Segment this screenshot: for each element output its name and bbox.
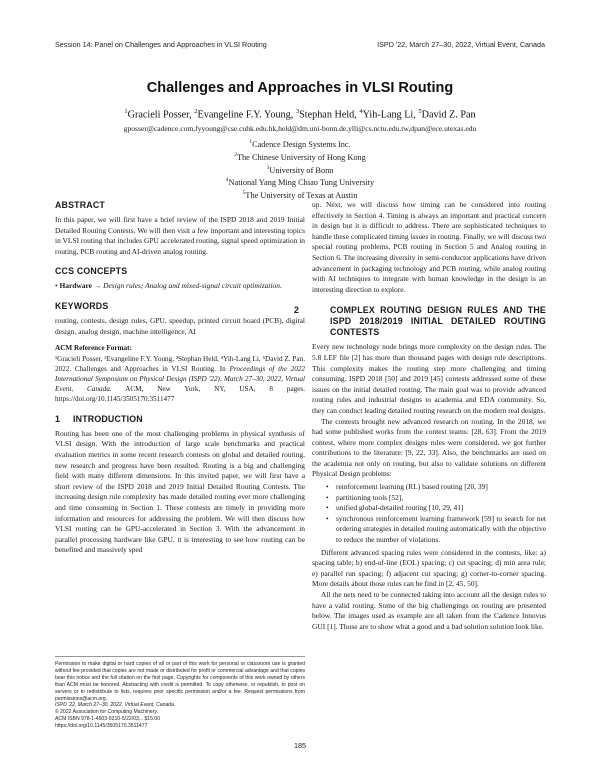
ccs-bullet: • — [55, 281, 58, 291]
ccs-arrow: → — [93, 281, 102, 291]
affiliation-5-name: The University of Texas at Austin — [245, 190, 358, 200]
ccs-heading: CCS CONCEPTS — [55, 266, 128, 277]
permission-isbn: ACM ISBN 978-1-4503-9210-5/22/03... $15.00 — [55, 716, 161, 723]
footnote-divider — [55, 656, 305, 657]
keywords-text: routing, contests, design rules, GPU, speedup, printed circuit board (PCB), digital design, analog design, machine intelligence, AI — [55, 315, 305, 336]
affiliation-5 — [0, 188, 600, 201]
affiliation-3-name: University of Bonn — [269, 165, 334, 175]
affiliation-2-name: The Chinese University of Hong Kong — [236, 152, 366, 162]
section-2-para-2: The contests brought new advanced research on routing. In the 2018, we had some published works from the contest teams: [28, 63]. From the 2019 contest, where more complex designs rules were considered, we got further contributions to the literature: [9, 22, 33]. Also, the benchmarks are used on the academia not only on routing, but also to validate solutions on different Physical Design problems: — [312, 416, 546, 479]
affiliations — [0, 137, 600, 201]
ccs-bold: Hardware — [59, 281, 92, 291]
affiliation-2 — [0, 150, 600, 163]
author-emails: gposser@cadence.com,fyyoung@cse.cuhk.edu.hk,held@dm.uni-bonn.de,ylli@cs.nctu.edu.tw,dpan@ece.utexas.edu — [123, 124, 477, 133]
paper-title: Challenges and Approaches in VLSI Routing — [146, 80, 454, 96]
affiliation-3-mark: 3 — [266, 164, 270, 171]
author-4-mark: 4 — [359, 108, 363, 115]
section-1-heading — [55, 414, 305, 425]
running-head-left: Session 14: Panel on Challenges and Approaches in VLSI Routing — [55, 40, 267, 49]
left-column — [55, 200, 305, 556]
section-1-number: 1 — [55, 413, 61, 424]
list-item: • synchronous reinforcement learning framework [59] to search for net ordering strategies in detailed routing automatically with the objective to reduce the number of violations. — [328, 514, 546, 546]
ccs-italic: Design rules; Analog and mixed-signal circuit optimization. — [103, 281, 282, 291]
section-1-text: Routing has been one of the most challenging problems in physical synthesis of VLSI design. With the introduction of large scale benchmarks and practical evaluation metrics in some recent research contests on global and detailed routing, new research and progress have been resulted. Routing is a big and challenging field with many different dimensions. In this invited paper, we will first have a short review of the ISPD 2018 and 2019 Initial Detailed Routing Contests. The increasing design rule complexity has made detailed routing ever more challenging and time consuming in Section 1. These contests are timely in providing more information and resources for addressing the problem. We will then discuss how VLSI routing can be GPU-accelerated in Section 3. With the advancement in parallel processing hardware like GPU, it is interesting to see how routing can be benefited and massively sped — [55, 428, 305, 555]
affiliation-1-mark: 1 — [249, 139, 253, 145]
list-item: • partitioning tools [52], — [328, 493, 546, 504]
running-head — [55, 40, 545, 49]
affiliation-5-mark: 5 — [242, 190, 246, 197]
reference-format-line2: ACM, New York, NY, USA, 8 pages. https://doi.org/10.1145/3505170.3511477 — [55, 384, 306, 403]
author-2: Evangeline F.Y. Young — [197, 109, 291, 121]
section-2-bullet-list — [312, 482, 546, 546]
author-list: $^1$Gracieli Posser, $^2$Evangeline F.Y. Young, $^3$Stephan Held, $^4$Yih-Lang Li, $^5$David Z. Pan — [124, 108, 476, 121]
author-4: Yih-Lang Li — [362, 109, 414, 121]
running-head-right: ISPD '22, March 27–30, 2022, Virtual Event, Canada — [377, 40, 545, 49]
affiliation-4 — [0, 175, 600, 188]
page-number: 185 — [294, 741, 306, 750]
reference-format-heading: ACM Reference Format: — [55, 344, 132, 353]
section-2-heading — [294, 305, 546, 338]
section-2-title: COMPLEX ROUTING DESIGN RULES AND THE ISPD 2018/2019 INITIAL DETAILED ROUTING CONTESTS — [330, 305, 546, 338]
author-1: Gracieli Posser — [127, 109, 190, 121]
abstract-heading: ABSTRACT — [55, 200, 105, 210]
author-1-mark: 1 — [124, 108, 128, 115]
permission-venue: ISPD '22, March 27–30, 2022, Virtual Event, Canada. — [55, 702, 176, 709]
reference-format-line1: ¹Gracieli Posser, ²Evangeline F.Y. Young, ³Stephan Held, ⁴Yih-Lang Li, ⁵David Z. Pan. 2022. Challenges and Approaches in VLSI Routing. In — [55, 354, 305, 373]
affiliation-3 — [0, 163, 600, 176]
author-3-mark: 3 — [295, 108, 300, 115]
author-5: David Z. Pan — [421, 109, 476, 121]
list-item: • unified global-detailed routing [10, 29, 41] — [328, 503, 546, 514]
affiliation-1-name: Cadence Design Systems Inc. — [252, 139, 351, 149]
affiliation-4-mark: 4 — [225, 177, 229, 184]
right-column — [294, 200, 546, 632]
reference-format-text — [55, 354, 305, 404]
author-3: Stephan Held — [299, 109, 355, 121]
section-1-title: INTRODUCTION — [73, 413, 143, 424]
permission-doi[interactable]: https://doi.org/10.1145/3505170.3511477 — [55, 723, 148, 730]
list-item: • reinforcement learning (RL) based routing [20, 39] — [328, 482, 546, 493]
section-2-para-4: All the nets need to be connected taking into account all the design rules to have a valid routing. Some of the big challengings on routing are presented below. The images used as example are all taken from the Cadence Innovus GUI [1]. Those are to show what a good and a bad solution solution look like. — [312, 590, 546, 631]
permission-block — [55, 661, 305, 730]
intro-continued-text: up. Next, we will discuss how timing can be considered into routing effectively in Section 4. Timing is always an important and practical concern in design but it is difficult to address. There are sophisticated techniques to handle these complicated timing issues in routing. Finally, we will discuss two special routing problems, PCB routing in Section 5 and Analog routing in Section 6. The increasing diversity in semi-conductor applications have driven advancement in packaging technology and PCB routing, while analog routing with AI techniques to integrate with human knowledge in the design is an interesting direction to explore. — [312, 200, 546, 294]
ccs-text — [55, 281, 305, 292]
section-2-para-1: Every new technology node brings more complexity on the design rules. The 5.8 LEF file [2] has more than thousand pages with design rule descriptions. This complexity makes the routing step more challenging and timing consuming. ISPD 2018 [50] and 2019 [45] contests addressed some of these issues on the initial detailed routing. The main goal was to provide advanced routing rules and industrial designs to academia and EDA community. So, they can conduct leading detailed routing research on the modern real designs. — [312, 342, 546, 415]
affiliation-1 — [0, 137, 600, 150]
section-2-para-3: Different advanced spacing rules were considered in the contests, like: a) spacing table; b) end-of-line (EOL) spacing; c) cut spacing; d) min area rule; e) parallel run spacing; f) adjacent cut spacing; g) corner-to-corner spacing. More details about those rules can be find in [2, 45, 50]. — [312, 547, 546, 589]
section-2-number: 2 — [294, 305, 300, 316]
keywords-heading: KEYWORDS — [55, 300, 109, 311]
affiliation-2-mark: 2 — [234, 151, 237, 158]
permission-text: Permission to make digital or hard copies of all or part of this work for personal or classroom use is granted without fee provided that copies are not made or distributed for profit or commercial advantage and that copies bear this notice and the full citation on the first page. Copyrights for components of this work owned by others than ACM must be honored. Abstracting with credit is permitted. To copy otherwise, or republish, to post on servers or to redistribute to lists, requires prior specific permission and/or a fee. Request permissions from permissions@acm.org. — [55, 661, 305, 702]
affiliation-4-name: National Yang Ming Chiao Tung University — [228, 178, 375, 188]
permission-copyright: © 2022 Association for Computing Machinery. — [55, 709, 159, 716]
author-5-mark: 5 — [418, 108, 422, 115]
abstract-text: In this paper, we will first have a brief review of the ISPD 2018 and 2019 Initial Detailed Routing Contests. We will then visit a few important and interesting topics in VLSI routing that includes GPU accelerated routing, signal speed optimization in routing, PCB routing and AI-driven analog routing. — [55, 215, 305, 256]
reference-format-italic: Proceedings of the 2022 International Symposium on Physical Design (ISPD '22), March 27–30, 2022, Virtual Event, Canada. — [55, 364, 305, 393]
author-2-mark: 2 — [194, 108, 198, 115]
